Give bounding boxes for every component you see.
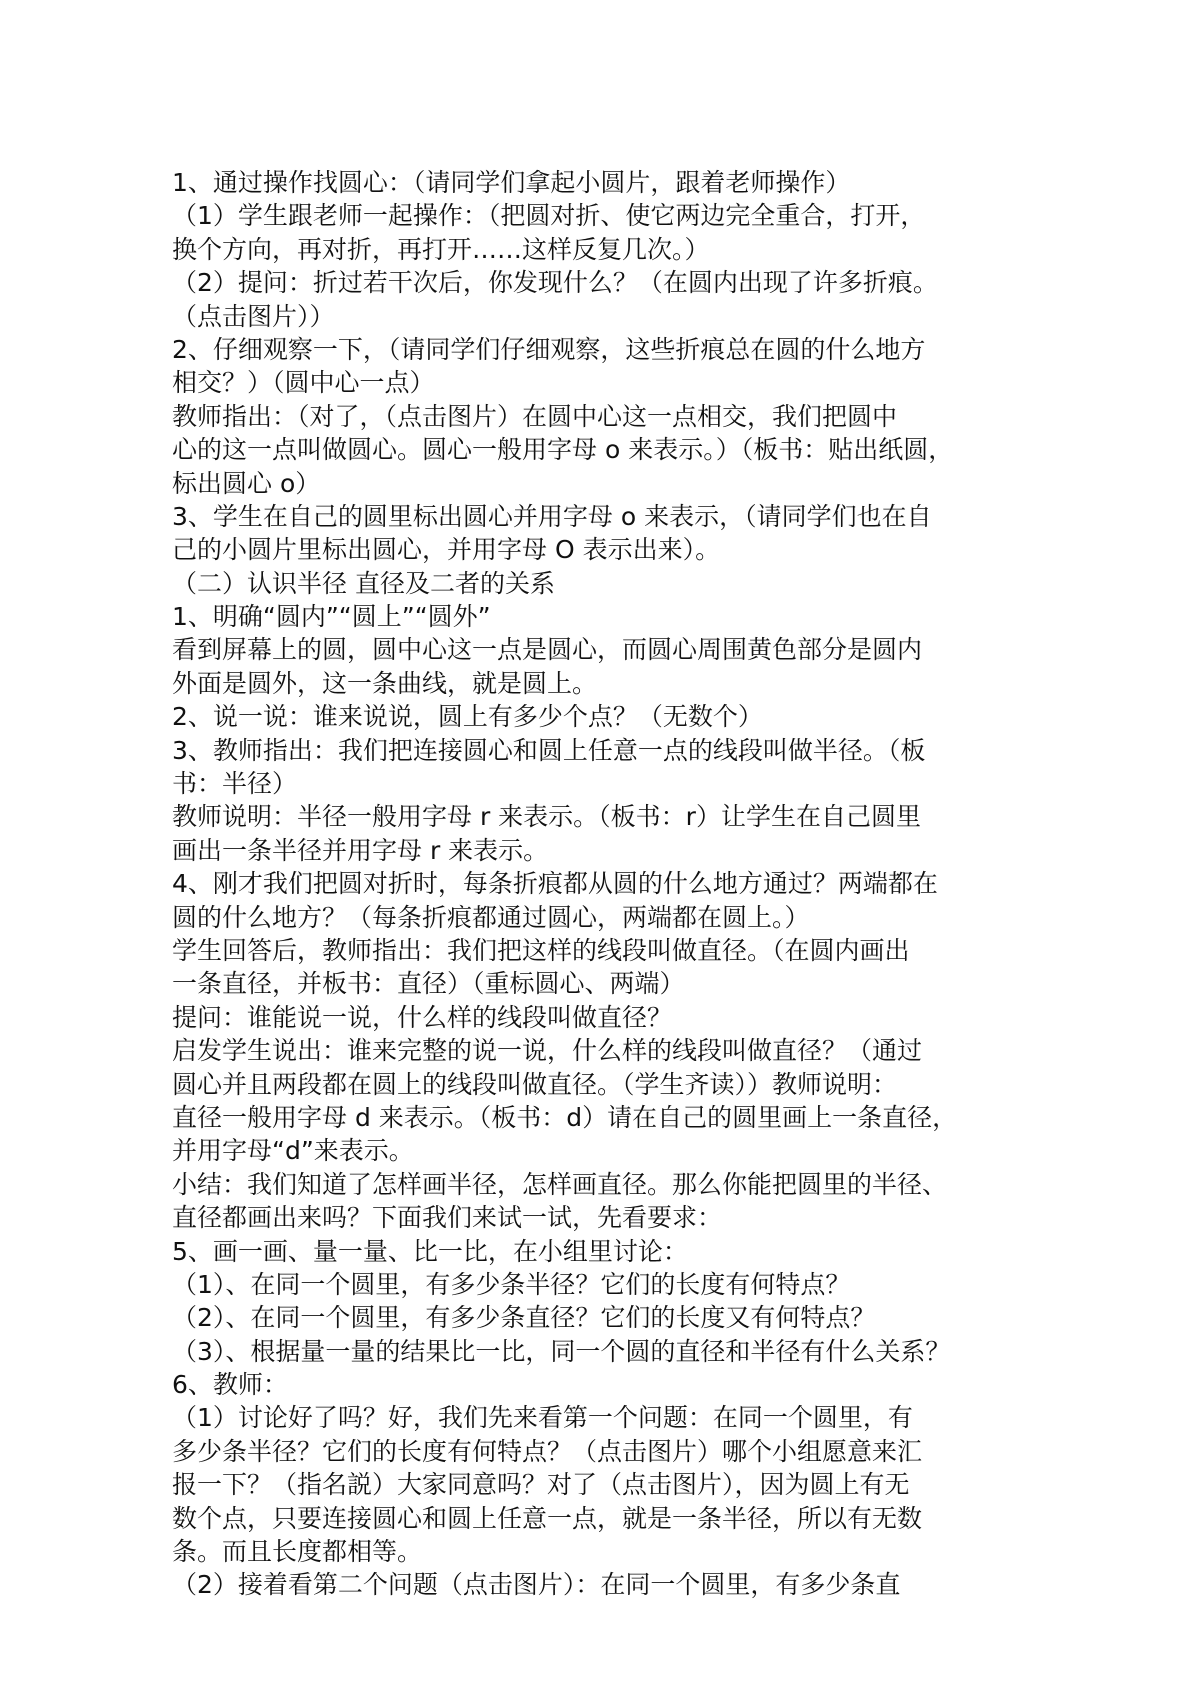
text-line: （二）认识半径 直径及二者的关系 (172, 568, 555, 598)
text-line: （2）提问：折过若干次后，你发现什么？（在圆内出现了许多折痕。 (172, 268, 938, 298)
text-line: （1）、在同一个圆里，有多少条半径？它们的长度有何特点？ (172, 1269, 851, 1299)
text-line: 4、刚才我们把圆对折时，每条折痕都从圆的什么地方通过？两端都在 (172, 869, 938, 899)
text-line: 报一下？（指名説）大家同意吗？对了（点击图片），因为圆上有无 (172, 1470, 910, 1500)
text-line: 外面是圆外，这一条曲线，就是圆上。 (172, 668, 598, 698)
text-line: 相交？）（圆中心一点） (172, 368, 435, 398)
text-line: 直径都画出来吗？下面我们来试一试，先看要求： (172, 1203, 723, 1233)
text-line: 书：半径） (172, 769, 298, 799)
text-line: 直径一般用字母 d 来表示。（板书：d）请在自己的圆里画上一条直径， (172, 1102, 958, 1132)
text-line: 条。而且长度都相等。 (172, 1537, 423, 1567)
text-line: （3）、根据量一量的结果比一比，同一个圆的直径和半径有什么关系？ (172, 1336, 951, 1366)
text-line: 5、画一画、量一量、比一比，在小组里讨论： (172, 1236, 688, 1266)
text-line: 标出圆心 o） (172, 468, 321, 498)
text-line: 3、教师指出：我们把连接圆心和圆上任意一点的线段叫做半径。（板 (172, 735, 926, 765)
text-line: 1、通过操作找圆心：（请同学们拿起小圆片，跟着老师操作） (172, 168, 851, 197)
text-line: 学生回答后，教师指出：我们把这样的线段叫做直径。（在圆内画出 (172, 935, 910, 965)
text-line: 多少条半径？它们的长度有何特点？（点击图片）哪个小组愿意来汇 (172, 1436, 923, 1466)
text-line: 2、仔细观察一下，（请同学们仔细观察，这些折痕总在圆的什么地方 (172, 334, 926, 364)
text-line: （1）学生跟老师一起操作：（把圆对折、使它两边完全重合，打开， (172, 201, 926, 231)
text-line: 6、教师： (172, 1370, 288, 1400)
text-line: 圆心并且两段都在圆上的线段叫做直径。（学生齐读））教师说明： (172, 1069, 898, 1099)
text-line: 小结：我们知道了怎样画半径，怎样画直径。那么你能把圆里的半径、 (172, 1169, 948, 1199)
text-line: 教师说明：半径一般用字母 r 来表示。（板书：r）让学生在自己圆里 (172, 802, 921, 832)
text-line: 己的小圆片里标出圆心，并用字母 O 表示出来）。 (172, 535, 721, 565)
text-line: 换个方向，再对折，再打开……这样反复几次。） (172, 234, 710, 264)
text-line: 画出一条半径并用字母 r 来表示。 (172, 835, 549, 865)
text-line: （2）、在同一个圆里，有多少条直径？它们的长度又有何特点？ (172, 1303, 876, 1333)
text-line: （点击图片）） (172, 301, 335, 331)
text-line: 2、说一说：谁来说说，圆上有多少个点？（无数个） (172, 702, 763, 732)
text-line: 启发学生说出：谁来完整的说一说，什么样的线段叫做直径？（通过 (172, 1036, 923, 1066)
lesson-text-body (172, 166, 1052, 1602)
text-line: 并用字母“d”来表示。 (172, 1136, 414, 1166)
text-line: 一条直径，并板书：直径）（重标圆心、两端） (172, 969, 685, 999)
text-line: 教师指出：（对了，（点击图片）在圆中心这一点相交，我们把圆中 (172, 401, 898, 431)
text-line: （1）讨论好了吗？好，我们先来看第一个问题：在同一个圆里，有 (172, 1403, 913, 1433)
text-line: 看到屏幕上的圆，圆中心这一点是圆心，而圆心周围黄色部分是圆内 (172, 635, 923, 665)
text-line: （2）接着看第二个问题（点击图片）：在同一个圆里，有多少条直 (172, 1570, 901, 1600)
text-line: 圆的什么地方？（每条折痕都通过圆心，两端都在圆上。） (172, 902, 810, 932)
text-line: 数个点，只要连接圆心和圆上任意一点，就是一条半径，所以有无数 (172, 1503, 923, 1533)
text-line: 心的这一点叫做圆心。圆心一般用字母 o 来表示。）（板书：贴出纸圆， (172, 435, 954, 465)
text-line: 提问：谁能说一说，什么样的线段叫做直径？ (172, 1002, 673, 1032)
text-line: 3、学生在自己的圆里标出圆心并用字母 o 来表示，（请同学们也在自 (172, 501, 932, 531)
text-line: 1、明确“圆内”“圆上”“圆外” (172, 602, 491, 632)
